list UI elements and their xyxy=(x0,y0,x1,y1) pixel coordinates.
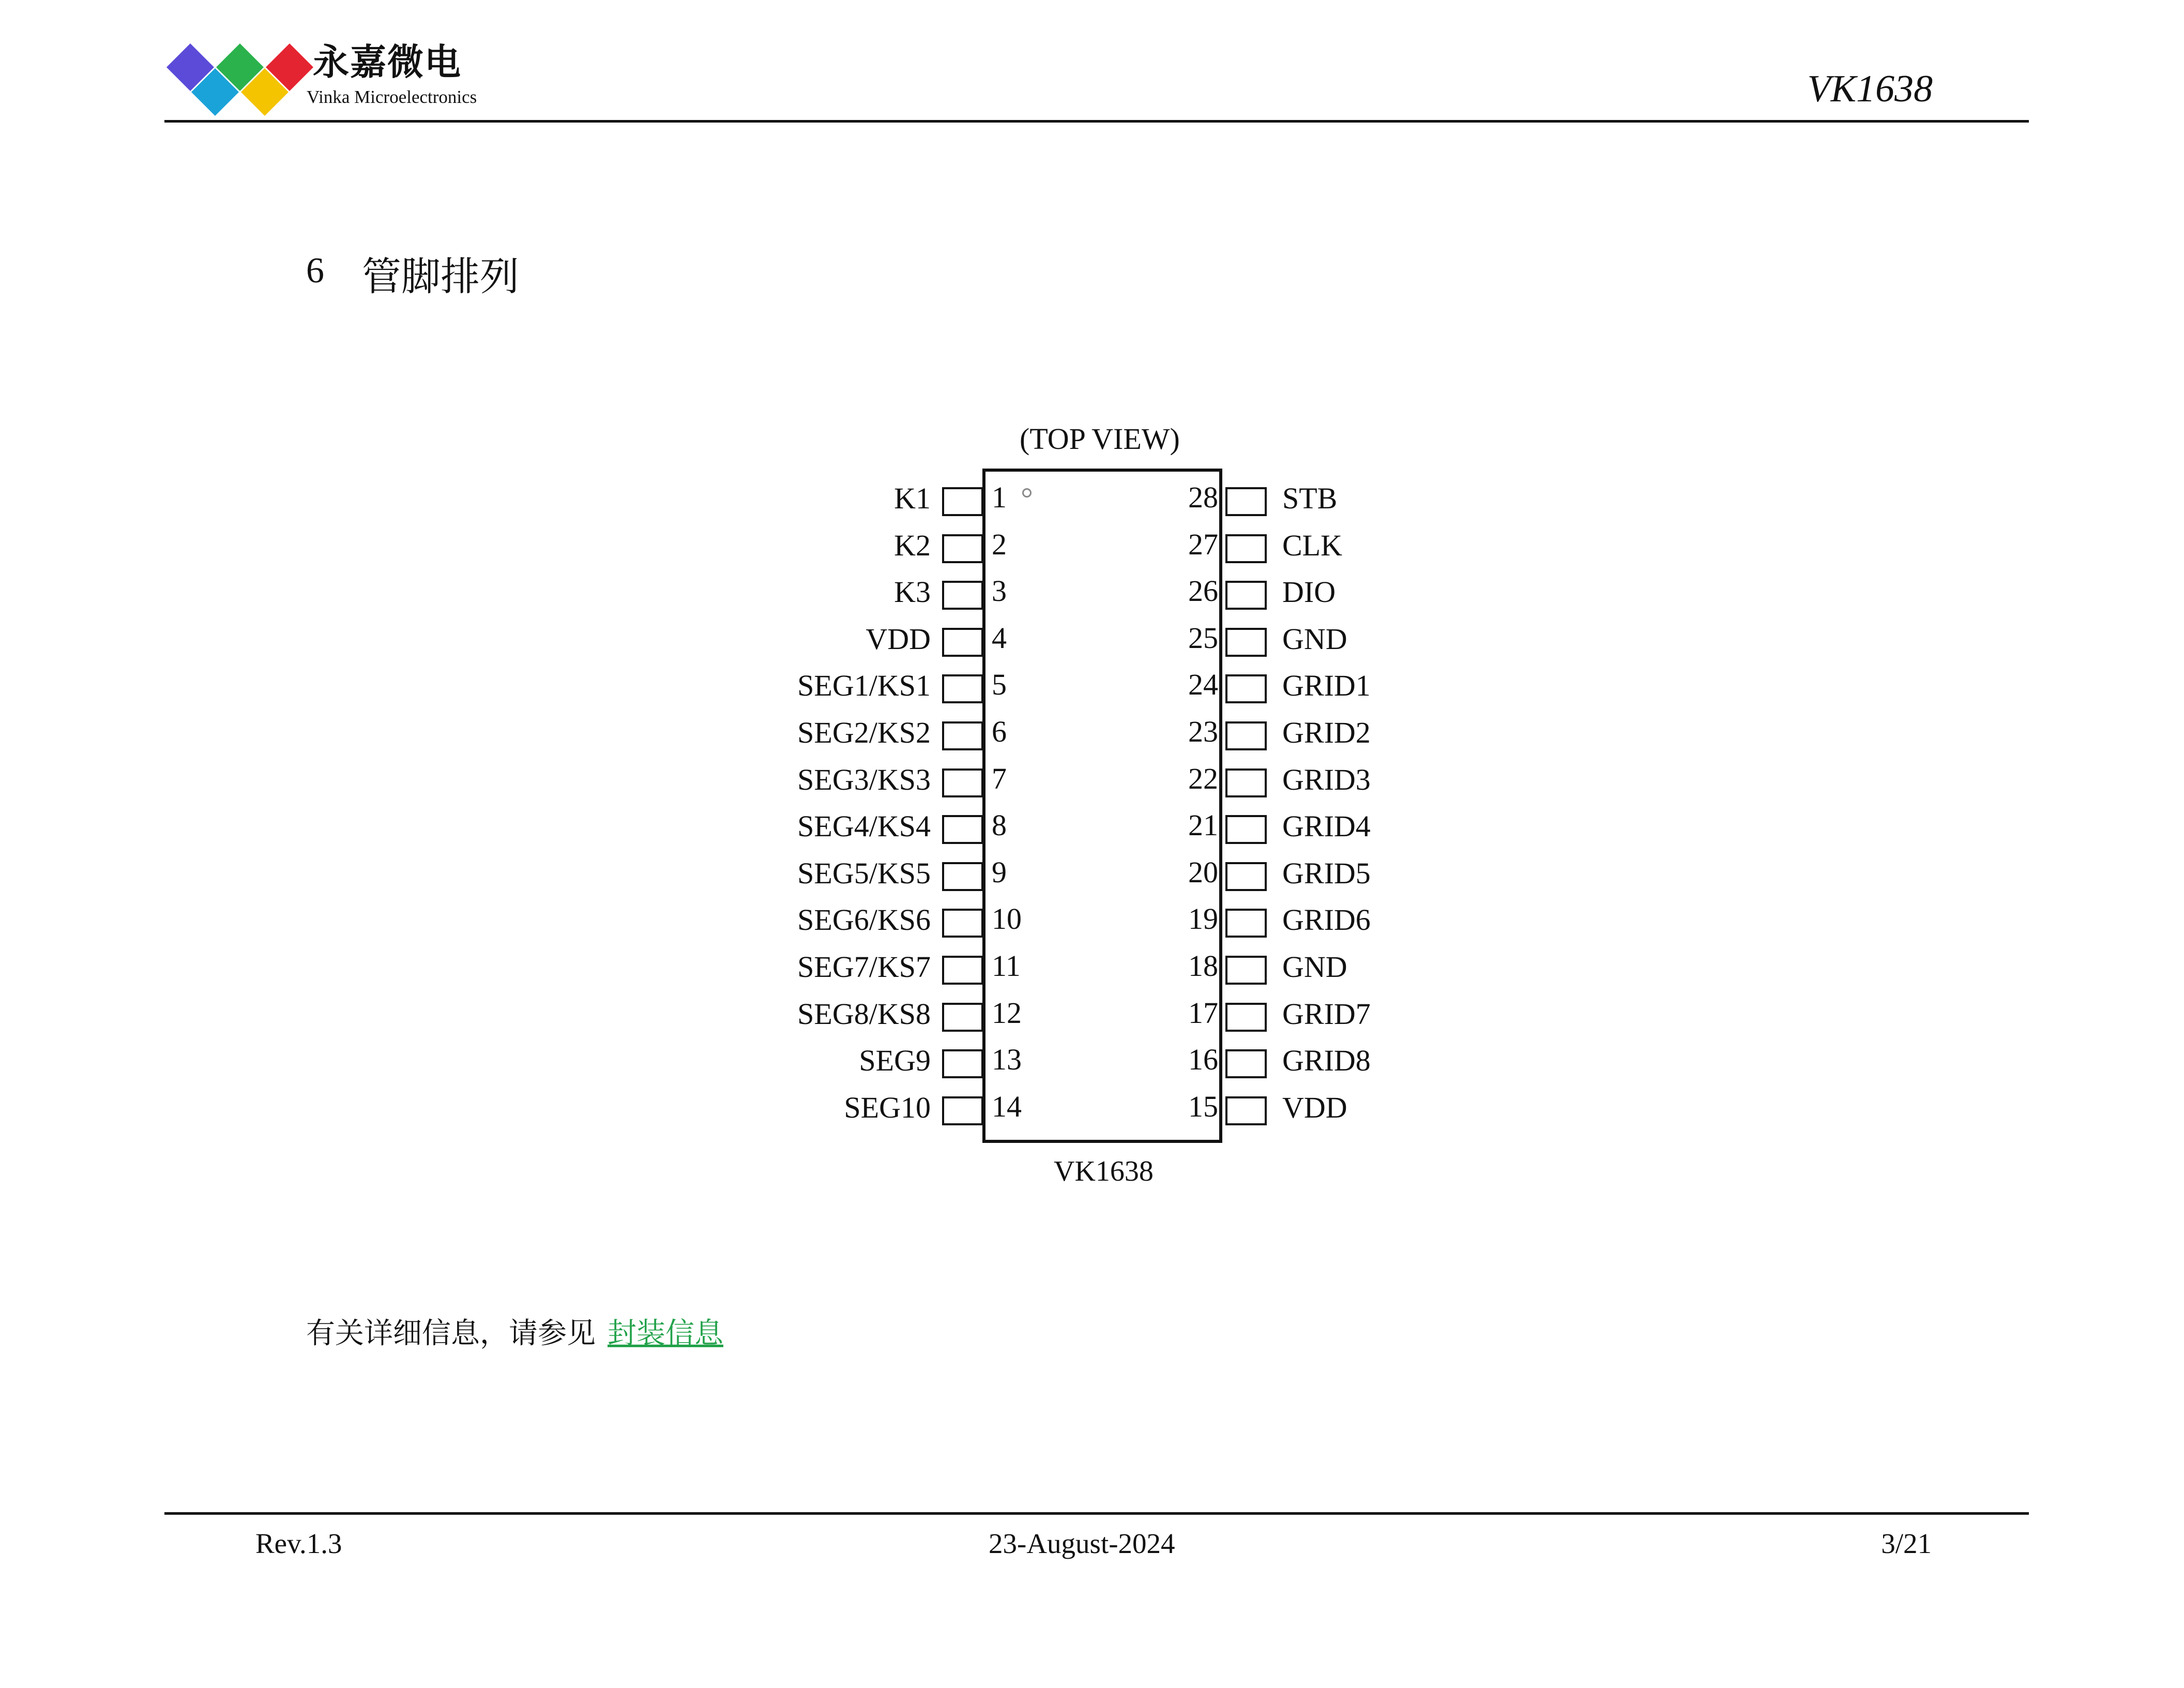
pin-number: 16 xyxy=(1188,1043,1218,1077)
pin-number: 27 xyxy=(1188,527,1218,561)
pin1-marker xyxy=(1022,488,1032,498)
ic-body xyxy=(982,469,1222,1143)
pin-name: GRID1 xyxy=(1282,669,1371,703)
pin-name: VDD xyxy=(866,622,931,656)
footer-page-number: 3/21 xyxy=(1881,1528,1932,1559)
pin-number: 3 xyxy=(992,574,1007,608)
header-rule xyxy=(164,120,2029,123)
pin-box xyxy=(1225,674,1267,703)
pin-name: K3 xyxy=(894,575,931,609)
pin-name: SEG4/KS4 xyxy=(797,809,931,843)
pin-box xyxy=(942,534,983,563)
pin-box xyxy=(1225,956,1267,985)
reference-text: 有关详细信息，请参见 xyxy=(306,1317,596,1350)
pin-number: 24 xyxy=(1188,668,1218,702)
package-info-link[interactable]: 封装信息 xyxy=(608,1317,723,1350)
pin-box xyxy=(1225,721,1267,750)
pin-box xyxy=(942,768,983,797)
pin-name: SEG5/KS5 xyxy=(797,856,931,890)
pin-name: DIO xyxy=(1282,575,1336,609)
pin-number: 6 xyxy=(992,715,1007,748)
pin-number: 26 xyxy=(1188,574,1218,608)
company-name-cn: 永嘉微电 xyxy=(313,41,462,83)
pin-number: 17 xyxy=(1188,996,1218,1030)
footer-revision: Rev.1.3 xyxy=(255,1528,342,1559)
pin-name: K2 xyxy=(894,528,931,562)
pin-name: GRID7 xyxy=(1282,997,1371,1031)
pin-box xyxy=(942,956,983,985)
pin-number: 2 xyxy=(992,527,1007,561)
pin-box xyxy=(1225,1003,1267,1032)
section-title: 管脚排列 xyxy=(362,253,519,299)
pin-box xyxy=(942,909,983,938)
pin-name: SEG9 xyxy=(859,1044,931,1078)
pin-name: SEG3/KS3 xyxy=(797,762,931,796)
pin-box xyxy=(942,862,983,891)
pin-name: SEG1/KS1 xyxy=(797,669,931,703)
pin-number: 14 xyxy=(992,1089,1022,1123)
pin-box xyxy=(942,581,983,610)
pin-name: GRID3 xyxy=(1282,762,1371,796)
pin-name: GRID6 xyxy=(1282,903,1371,937)
pin-box xyxy=(1225,487,1267,516)
pin-number: 1 xyxy=(992,480,1007,514)
pin-name: SEG8/KS8 xyxy=(797,997,931,1031)
pin-box xyxy=(942,674,983,703)
pin-name: SEG6/KS6 xyxy=(797,903,931,937)
pin-name: STB xyxy=(1282,481,1338,515)
pin-box xyxy=(1225,534,1267,563)
pin-name: GRID8 xyxy=(1282,1044,1371,1078)
pin-number: 8 xyxy=(992,808,1007,842)
pin-number: 12 xyxy=(992,996,1022,1030)
pin-number: 13 xyxy=(992,1043,1022,1077)
pin-number: 23 xyxy=(1188,715,1218,748)
pin-name: GND xyxy=(1282,622,1347,656)
pin-name: GRID2 xyxy=(1282,716,1371,749)
chip-name: VK1638 xyxy=(1054,1155,1154,1187)
pin-name: SEG2/KS2 xyxy=(797,716,931,749)
pin-number: 10 xyxy=(992,902,1022,936)
pin-box xyxy=(1225,1049,1267,1078)
pin-number: 15 xyxy=(1188,1089,1218,1123)
pin-number: 20 xyxy=(1188,855,1218,889)
pin-box xyxy=(1225,815,1267,844)
pin-box xyxy=(942,1003,983,1032)
pin-number: 11 xyxy=(992,949,1021,983)
pin-number: 25 xyxy=(1188,621,1218,655)
pin-box xyxy=(1225,909,1267,938)
pin-number: 7 xyxy=(992,761,1007,795)
pin-box xyxy=(1225,768,1267,797)
footer-date: 23-August-2024 xyxy=(989,1528,1175,1559)
pin-box xyxy=(942,487,983,516)
pin-box xyxy=(942,815,983,844)
pin-name: GRID4 xyxy=(1282,809,1371,843)
pin-box xyxy=(1225,628,1267,657)
pin-name: CLK xyxy=(1282,528,1342,562)
pin-box xyxy=(1225,1096,1267,1125)
pin-box xyxy=(942,721,983,750)
pin-number: 22 xyxy=(1188,761,1218,795)
pin-box xyxy=(942,1096,983,1125)
pin-name: GRID5 xyxy=(1282,856,1371,890)
pin-number: 4 xyxy=(992,621,1007,655)
pin-box xyxy=(1225,581,1267,610)
document-id: VK1638 xyxy=(1807,68,1933,110)
pin-name: SEG7/KS7 xyxy=(797,950,931,984)
pin-number: 5 xyxy=(992,668,1007,702)
pin-name: GND xyxy=(1282,950,1347,984)
pin-name: K1 xyxy=(894,481,931,515)
pin-number: 9 xyxy=(992,855,1007,889)
pin-number: 28 xyxy=(1188,480,1218,514)
pin-name: VDD xyxy=(1282,1090,1347,1124)
pin-name: SEG10 xyxy=(844,1090,931,1124)
pin-box xyxy=(942,628,983,657)
pin-number: 18 xyxy=(1188,949,1218,983)
footer-rule xyxy=(164,1512,2029,1515)
company-name-en: Vinka Microelectronics xyxy=(307,87,477,107)
pin-box xyxy=(942,1049,983,1078)
pin-number: 19 xyxy=(1188,902,1218,936)
top-view-label: (TOP VIEW) xyxy=(1020,422,1180,456)
section-number: 6 xyxy=(306,251,324,291)
pin-number: 21 xyxy=(1188,808,1218,842)
pin-box xyxy=(1225,862,1267,891)
